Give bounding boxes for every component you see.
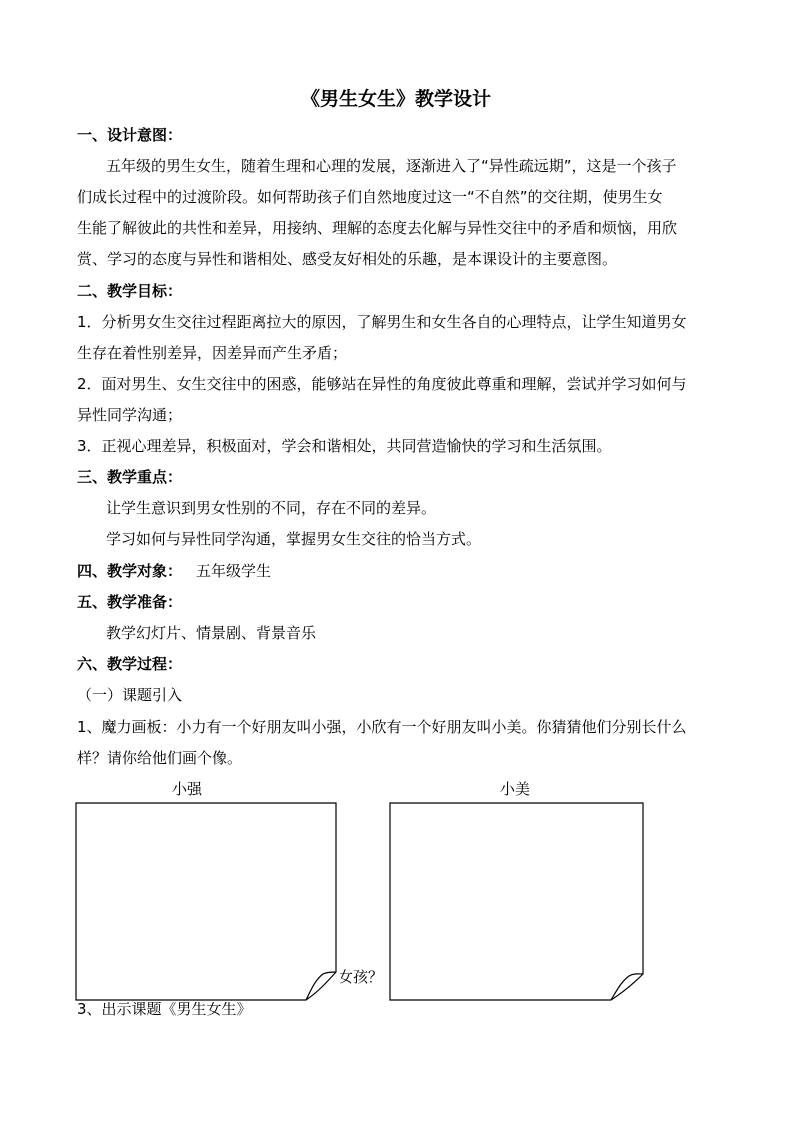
section-heading-audience: 四、教学对象： — [77, 562, 183, 580]
goal-line: 1．分析男女生交往过程距离拉大的原因，了解男生和女生各自的心理特点，让学生知道男女 — [77, 313, 687, 331]
goal-line: 3．正视心理差异，积极面对，学会和谐相处，共同营造愉快的学习和生活氛围。 — [77, 437, 612, 455]
section-heading-goals: 二、教学目标： — [77, 282, 183, 300]
section-heading-prep: 五、教学准备： — [77, 593, 183, 611]
step1-line: 样？请你给他们画个像。 — [77, 749, 243, 767]
drawing-label-right: 小美 — [500, 780, 531, 798]
process-subheading: （一）课题引入 — [77, 686, 183, 704]
drawing-label-left: 小强 — [172, 780, 203, 798]
drawing-frame-right — [389, 802, 645, 1002]
drawing-frame-left — [75, 802, 340, 1002]
paragraph-line: 们成长过程中的过渡阶段。如何帮助孩子们自然地度过这一“不自然”的交往期，使男生女 — [77, 188, 663, 206]
focus-line: 学习如何与异性同学沟通，掌握男女生交往的恰当方式。 — [106, 530, 482, 548]
section-heading-focus: 三、教学重点： — [77, 468, 183, 486]
step1-line: 1、魔力画板：小力有一个好朋友叫小强，小欣有一个好朋友叫小美。你猜猜他们分别长什么 — [77, 718, 687, 736]
prep-line: 教学幻灯片、情景剧、背景音乐 — [106, 624, 317, 642]
paragraph-line: 生能了解彼此的共性和差异，用接纳、理解的态度去化解与异性交往中的矛盾和烦恼，用欣 — [77, 219, 678, 237]
section-heading-intent: 一、设计意图： — [77, 126, 183, 144]
focus-line: 让学生意识到男女性别的不同，存在不同的差异。 — [106, 499, 437, 517]
step3-line: 3、出示课题《男生女生》 — [77, 1000, 252, 1018]
document-title: 《男生女生》教学设计 — [301, 88, 492, 110]
partially-hidden-text: 女孩？ — [338, 968, 384, 986]
paragraph-line: 赏、学习的态度与异性和谐相处、感受友好相处的乐趣，是本课设计的主要意图。 — [77, 250, 618, 268]
goal-line: 2．面对男生、女生交往中的困惑，能够站在异性的角度彼此尊重和理解，尝试并学习如何与 — [77, 375, 687, 393]
audience-value: 五年级学生 — [196, 562, 272, 580]
goal-line: 异性同学沟通； — [77, 406, 183, 424]
goal-line: 生存在着性别差异，因差异而产生矛盾； — [77, 344, 348, 362]
section-heading-process: 六、教学过程： — [77, 655, 183, 673]
paragraph-line: 五年级的男生女生，随着生理和心理的发展，逐渐进入了“异性疏远期”，这是一个孩子 — [106, 157, 677, 175]
